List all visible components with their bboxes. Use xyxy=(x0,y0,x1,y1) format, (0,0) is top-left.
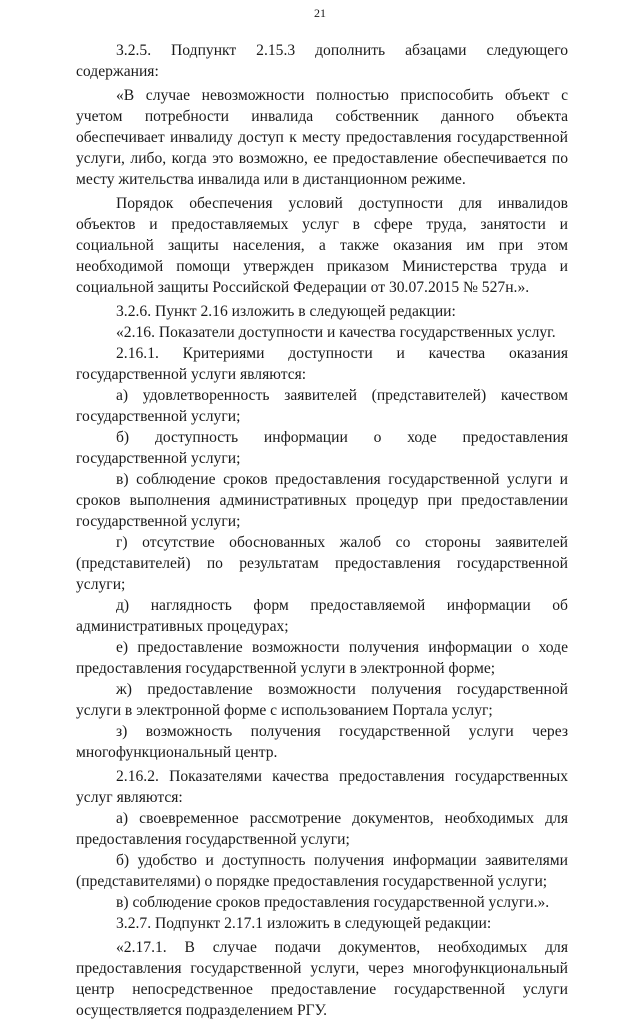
paragraph-2-16-heading: «2.16. Показатели доступности и качества государственных услуг. xyxy=(116,324,556,341)
paragraph-3-2-5: 3.2.5. Подпункт 2.15.3 дополнить абзацами следующего содержания: xyxy=(76,42,568,80)
paragraph-quote-disability-access: «В случае невозможности полностью приспособить объект с учетом потребности инвалида собственник данного объекта обеспечивает инвалиду доступ к месту предоставления государственной услуги, либо, когда это возможно, ее предоставление обеспечивается по месту жительства инвалида или в дистанционном режиме. xyxy=(76,87,568,188)
list-item-v: в) соблюдение сроков предоставления государственной услуги и сроков выполнения административных процедур при предоставлении государственной услуги; xyxy=(76,471,568,530)
paragraph-accessibility-order: Порядок обеспечения условий доступности для инвалидов объектов и предоставляемых услуг в сфере труда, занятости и социальной защиты населения, а также оказания им при этом необходимой помощи утвержден приказом Министерства труда и социальной защиты Российской Федерации от 30.07.2015 № 527н.». xyxy=(76,195,568,296)
paragraph-2-17-1: «2.17.1. В случае подачи документов, необходимых для предоставления государственной услуги, через многофункциональный центр непосредственное предоставление государственной услуги осуществляется подразделением РГУ. xyxy=(76,939,568,1019)
list-item-e: е) предоставление возможности получения информации о ходе предоставления государственной услуги в электронной форме; xyxy=(76,639,568,677)
quality-item-v: в) соблюдение сроков предоставления государственной услуги.». xyxy=(116,894,550,911)
list-item-zh: ж) предоставление возможности получения государственной услуги в электронной форме с использованием Портала услуг; xyxy=(76,681,568,719)
quality-item-b: б) удобство и доступность получения информации заявителями (представителями) о порядке предоставления государственной услуги; xyxy=(76,852,568,890)
paragraph-2-16-1: 2.16.1. Критериями доступности и качества оказания государственной услуги являются: xyxy=(76,345,568,383)
paragraph-2-16-2: 2.16.2. Показателями качества предоставления государственных услуг являются: xyxy=(76,768,568,806)
document-body xyxy=(76,40,568,1021)
list-item-a: а) удовлетворенность заявителей (представителей) качеством государственной услуги; xyxy=(76,387,568,425)
list-item-g: г) отсутствие обоснованных жалоб со стороны заявителей (представителей) по результатам предоставления государственной услуги; xyxy=(76,534,568,593)
list-item-z: з) возможность получения государственной услуги через многофункциональный центр. xyxy=(76,723,568,761)
paragraph-3-2-7: 3.2.7. Подпункт 2.17.1 изложить в следующей редакции: xyxy=(116,915,492,932)
page-number: 21 xyxy=(314,6,326,20)
list-item-d: д) наглядность форм предоставляемой информации об административных процедурах; xyxy=(76,597,568,635)
quality-item-a: а) своевременное рассмотрение документов, необходимых для предоставления государственной услуги; xyxy=(76,810,568,848)
paragraph-3-2-6: 3.2.6. Пункт 2.16 изложить в следующей редакции: xyxy=(116,303,456,320)
list-item-b: б) доступность информации о ходе предоставления государственной услуги; xyxy=(76,429,568,467)
